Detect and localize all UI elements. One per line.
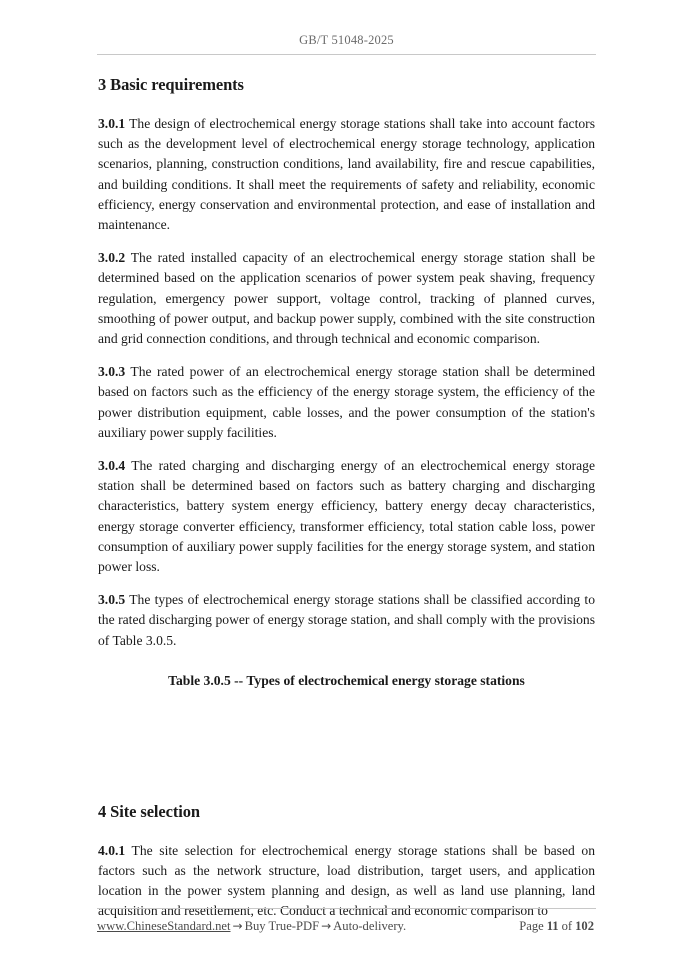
- clause-text: The site selection for electrochemical energy storage stations shall be based on factors such as the network structure, load distribution, target users, and application location in the power system planning and design, as well as land use planning, land acquisition and resettlement, etc. Conduct a technical and economic comparison to: [98, 842, 595, 919]
- clause-3-0-4: [98, 456, 595, 577]
- page-label: Page: [519, 919, 544, 933]
- of-label: of: [561, 919, 573, 933]
- standard-code-header: GB/T 51048-2025: [299, 33, 394, 47]
- page-header: [97, 32, 596, 55]
- footer-promo: [97, 918, 406, 934]
- clause-number: 3.0.4: [98, 458, 126, 474]
- clause-text: The rated power of an electrochemical energy storage station shall be determined based on factors such as the efficiency of the energy storage system, the efficiency of the power distribution equipment, cable losses, and the power consumption of the station's auxiliary power supply facilities.: [98, 364, 595, 440]
- clause-3-0-2: [98, 248, 595, 349]
- table-3-0-5-body: [98, 691, 595, 777]
- clause-number: 3.0.3: [98, 364, 126, 380]
- section-heading-4: 4 Site selection: [98, 801, 200, 821]
- page-indicator: [519, 918, 596, 934]
- header-divider: [97, 54, 596, 55]
- clause-text: The types of electrochemical energy storage stations shall be classified according to the rated discharging power of energy storage station, and shall comply with the provisions of Table 3.0.5.: [98, 592, 596, 648]
- clause-3-0-3: [98, 362, 595, 443]
- spacer: [98, 777, 595, 801]
- page-footer: [97, 908, 596, 934]
- spacer: [98, 235, 595, 248]
- clause-number: 3.0.1: [98, 116, 126, 131]
- clause-text: The design of electrochemical energy storage stations shall take into account factors such as the development level of electrochemical energy storage technology, application scenarios, planning, construction conditions, land availability, fire and rescue capabilities, and building conditions. It shall meet the requirements of safety and reliability, economic efficiency, energy conservation and environmental protection, and ease of installation and maintenance.: [98, 116, 595, 233]
- total-page-number: 102: [575, 919, 594, 933]
- current-page-number: 11: [546, 919, 559, 933]
- clause-text: The rated installed capacity of an electrochemical energy storage station shall be determined based on the application scenarios of power system peak shaving, frequency regulation, emergency power support, voltage control, tracking of planned curves, smoothing of power output, and backup power supply, combined with the site construction and grid connection conditions, and through technical and economic comparison.: [98, 250, 595, 347]
- footer-row: [97, 918, 596, 934]
- chinesestandard-link[interactable]: www.ChineseStandard.net: [97, 919, 231, 933]
- clause-number: 3.0.5: [98, 592, 126, 608]
- section-heading-3: 3 Basic requirements: [98, 75, 244, 94]
- clause-3-0-1: [98, 114, 595, 235]
- spacer: [98, 577, 595, 590]
- arrow-right-icon: →: [232, 919, 243, 933]
- table-caption-3-0-5: Table 3.0.5 -- Types of electrochemical energy storage stations: [168, 672, 525, 688]
- spacer: [98, 823, 595, 841]
- clause-text: The rated charging and discharging energy of an electrochemical energy storage station shall be determined based on factors such as battery charging and discharging characteristics, battery system energy efficiency, battery energy decay characteristics, energy storage converter efficiency, transformer efficiency, total station cable loss, power consumption of auxiliary power supply facilities for the energy storage system, and station power loss.: [98, 458, 596, 575]
- clause-3-0-5: [98, 590, 595, 651]
- auto-delivery-text: Auto-delivery.: [333, 919, 407, 933]
- footer-divider: [97, 908, 596, 909]
- clause-number: 3.0.2: [98, 250, 126, 266]
- spacer: [98, 349, 595, 362]
- page-content: [98, 74, 595, 922]
- buy-true-pdf-text: Buy True-PDF: [244, 919, 320, 933]
- arrow-right-icon: →: [321, 919, 332, 933]
- spacer: [98, 651, 595, 671]
- clause-number: 4.0.1: [98, 842, 126, 858]
- spacer: [98, 443, 595, 456]
- spacer: [98, 96, 595, 114]
